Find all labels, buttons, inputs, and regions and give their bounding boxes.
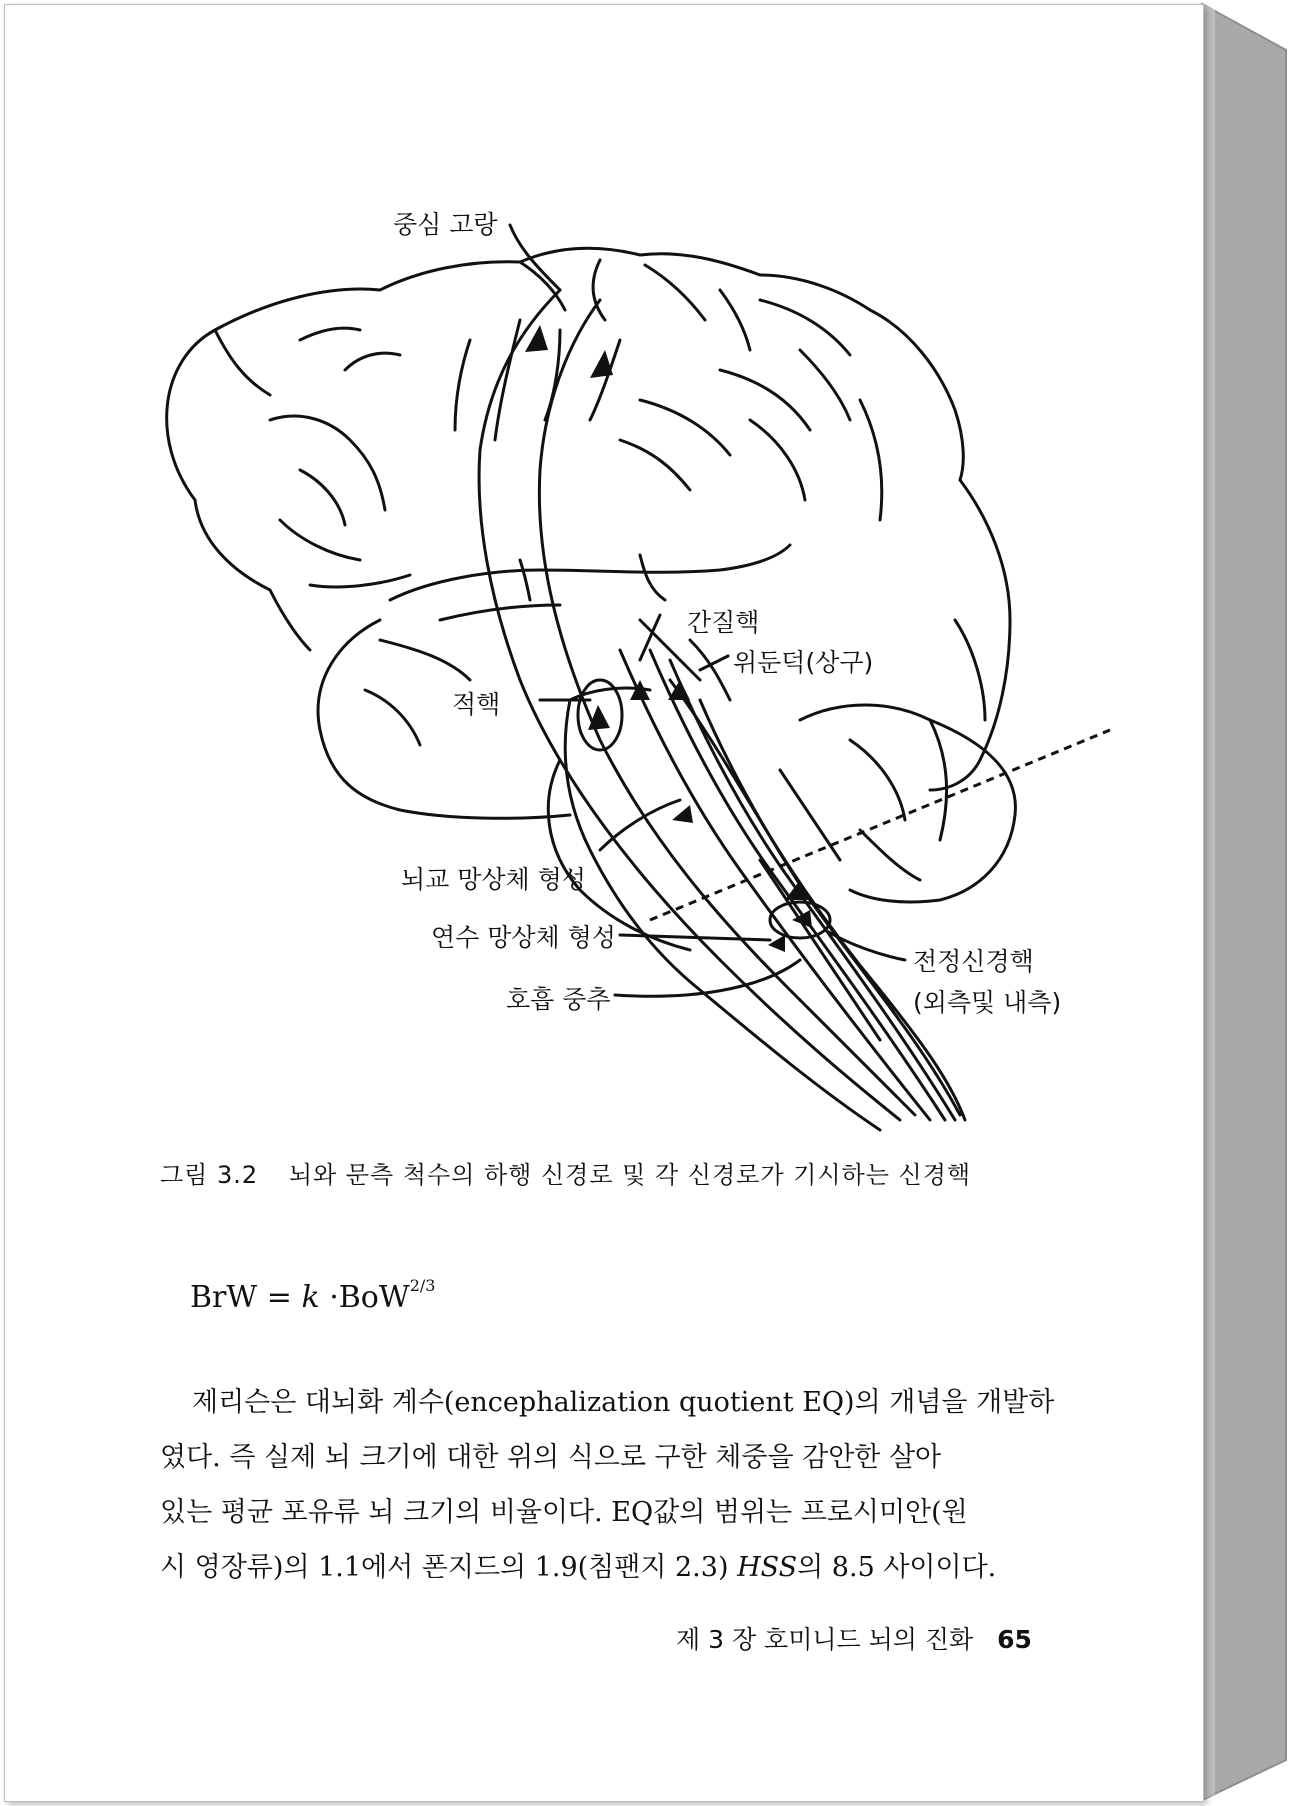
label-pontine-reticular: 뇌교 망상체 형성 (401, 865, 586, 894)
paragraph-line-2: 였다. 즉 실제 뇌 크기에 대한 위의 식으로 구한 체중을 감안한 살아 (160, 1442, 942, 1473)
page-footer (676, 1620, 1032, 1656)
formula (190, 1276, 436, 1315)
formula-rhs: BoW (338, 1280, 410, 1315)
figure-number: 그림 3.2 (160, 1161, 259, 1189)
formula-equals: = (266, 1280, 292, 1315)
figure-caption (160, 1155, 971, 1190)
paragraph-line-4-b: 의 8.5 사이이다. (797, 1552, 997, 1583)
formula-dot: · (329, 1280, 339, 1315)
page-number: 65 (997, 1625, 1032, 1654)
label-vestibular-nuclei-sub: (외측및 내측) (913, 988, 1062, 1017)
label-medullary-reticular: 연수 망상체 형성 (431, 923, 616, 952)
label-vestibular-nuclei: 전정신경핵 (913, 947, 1034, 976)
paragraph-line-1 (160, 1375, 1090, 1430)
label-red-nucleus: 적핵 (452, 690, 501, 719)
formula-k: k (301, 1280, 320, 1315)
formula-lhs: BrW (190, 1280, 258, 1315)
formula-exponent: 2/3 (409, 1276, 436, 1295)
figure-caption-text: 뇌와 문측 척수의 하행 신경로 및 각 신경로가 기시하는 신경핵 (288, 1161, 972, 1189)
paragraph-line-4-italic: HSS (737, 1552, 798, 1583)
paragraph-line-4 (160, 1540, 1090, 1595)
footer-chapter: 제 3 장 호미니드 뇌의 진화 (676, 1625, 974, 1654)
paragraph-line-1-text: 제리슨은 대뇌화 계수(encephalization quotient EQ)의 개념을 개발하 (192, 1387, 1055, 1418)
label-respiratory-center: 호흡 중추 (506, 985, 611, 1014)
label-superior-colliculus: 위둔덕(상구) (733, 648, 874, 677)
label-central-sulcus: 중심 고랑 (393, 210, 498, 239)
paragraph-line-3: 있는 평균 포유류 뇌 크기의 비율이다. EQ값의 범위는 프로시미안(원 (160, 1497, 968, 1528)
label-interstitial-nucleus: 간질핵 (687, 608, 760, 637)
paragraph-line-4-a: 시 영장류)의 1.1에서 폰지드의 1.9(침팬지 2.3) (160, 1552, 738, 1583)
